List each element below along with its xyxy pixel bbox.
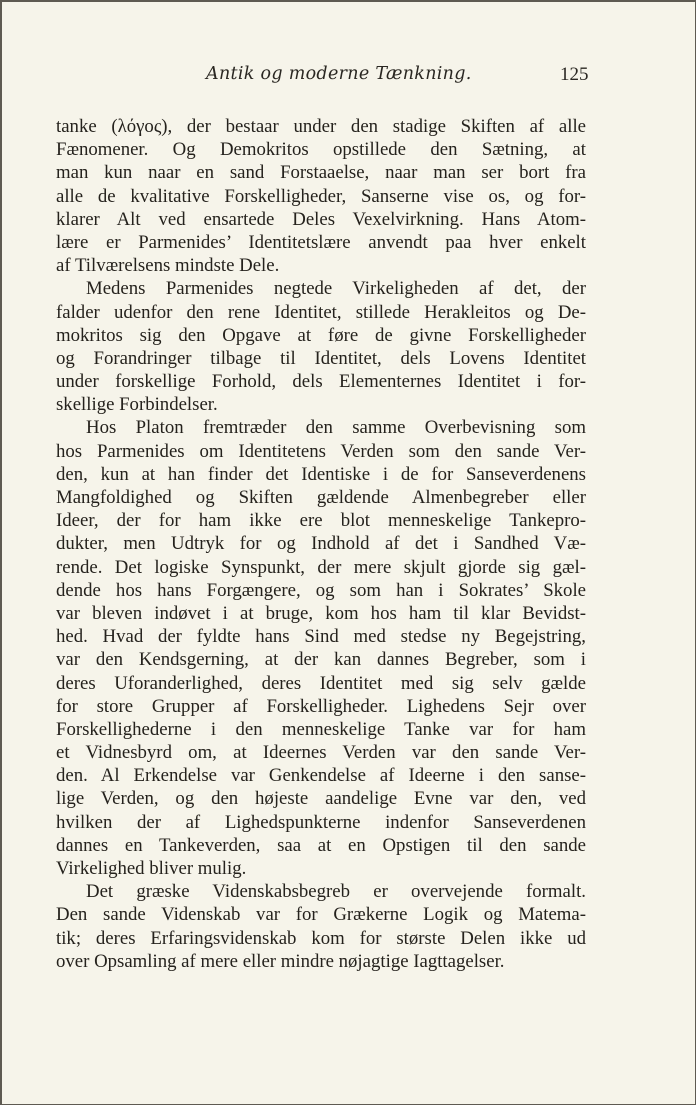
text-line: for store Grupper af Forskelligheder. Lighedens Sejr over [56, 695, 586, 717]
text-line: alle de kvalitative Forskelligheder, Sanserne vise os, og for- [56, 185, 586, 207]
text-line: dende hos hans Forgængere, og som han i Sokrates’ Skole [56, 579, 586, 601]
text-line: under forskellige Forhold, dels Elementernes Identitet i for- [56, 371, 586, 393]
text-line: Den sande Videnskab var for Grækerne Logik og Matema- [56, 904, 586, 926]
text-line: Forskellighederne i den menneskelige Tanke var for ham [56, 718, 586, 740]
text-line: var den Kendsgerning, at der kan dannes Begreber, som i [56, 649, 586, 671]
text-line: og Forandringer tilbage til Identitet, dels Lovens Identitet [56, 347, 586, 369]
text-line: var bleven indøvet i at bruge, kom hos ham til klar Bevidst- [56, 602, 586, 624]
text-line: et Vidnesbyrd om, at Ideernes Verden var den sande Ver- [56, 742, 586, 764]
paragraph-1 [56, 115, 586, 277]
text-line: hed. Hvad der fyldte hans Sind med stedse ny Begejstring, [56, 626, 586, 648]
text-line: den. Al Erkendelse var Genkendelse af Ideerne i den sanse- [56, 765, 586, 787]
text-line: falder udenfor den rene Identitet, stillede Herakleitos og De- [56, 301, 586, 323]
text-line: rende. Det logiske Synspunkt, der mere skjult gjorde sig gæl- [56, 556, 586, 578]
text-line: hos Parmenides om Identitetens Verden som den sande Ver- [56, 440, 586, 462]
text-line: tik; deres Erfaringsvidenskab kom for største Delen ikke ud [56, 927, 586, 949]
text-line: hvilken der af Lighedspunkterne indenfor Sanseverdenen [56, 811, 586, 833]
text-line: klarer Alt ved ensartede Deles Vexelvirkning. Hans Atom- [56, 208, 586, 230]
paragraph-2 [56, 277, 586, 416]
paragraph-4 [56, 880, 586, 973]
text-line: over Opsamling af mere eller mindre nøjagtige Iagttagelser. [56, 950, 505, 972]
text-line: dukter, men Udtryk for og Indhold af det i Sandhed Væ- [56, 533, 586, 555]
text-line: Medens Parmenides negtede Virkeligheden af det, der [86, 278, 586, 300]
text-line: tanke (λόγος), der bestaar under den stadige Skiften af alle [56, 116, 586, 137]
body-text [56, 115, 586, 973]
text-line: mokritos sig den Opgave at føre de givne Forskelligheder [56, 324, 586, 346]
text-line: Ideer, der for ham ikke ere blot menneskelige Tankepro- [56, 510, 586, 532]
book-page [2, 2, 695, 1104]
text-line: Virkelighed bliver mulig. [56, 858, 247, 879]
text-line: Det græske Videnskabsbegreb er overvejende formalt. [86, 881, 586, 903]
text-line: lige Verden, og den højeste aandelige Evne var den, ved [56, 788, 586, 810]
text-line: deres Uforanderlighed, deres Identitet med sig selv gælde [56, 672, 586, 694]
text-line: dannes en Tankeverden, saa at en Opstigen til den sande [56, 834, 586, 856]
text-line: Mangfoldighed og Skiften gældende Almenbegreber eller [56, 487, 586, 508]
text-line: lære er Parmenides’ Identitetslære anvendt paa hver enkelt [56, 231, 586, 253]
paragraph-3 [56, 416, 586, 880]
text-line: Hos Platon fremtræder den samme Overbevisning som [86, 417, 586, 439]
text-line: af Tilværelsens mindste Dele. [56, 255, 280, 277]
running-header-title: Antik og moderne Tænkning. [206, 64, 472, 84]
text-line: skellige Forbindelser. [56, 394, 218, 416]
page-number: 125 [560, 64, 589, 85]
text-line: man kun naar en sand Forstaaelse, naar man ser bort fra [56, 162, 586, 184]
text-line: den, kun at han finder det Identiske i de for Sanseverdenens [56, 463, 586, 485]
text-line: Fænomener. Og Demokritos opstillede den Sætning, at [56, 139, 586, 161]
